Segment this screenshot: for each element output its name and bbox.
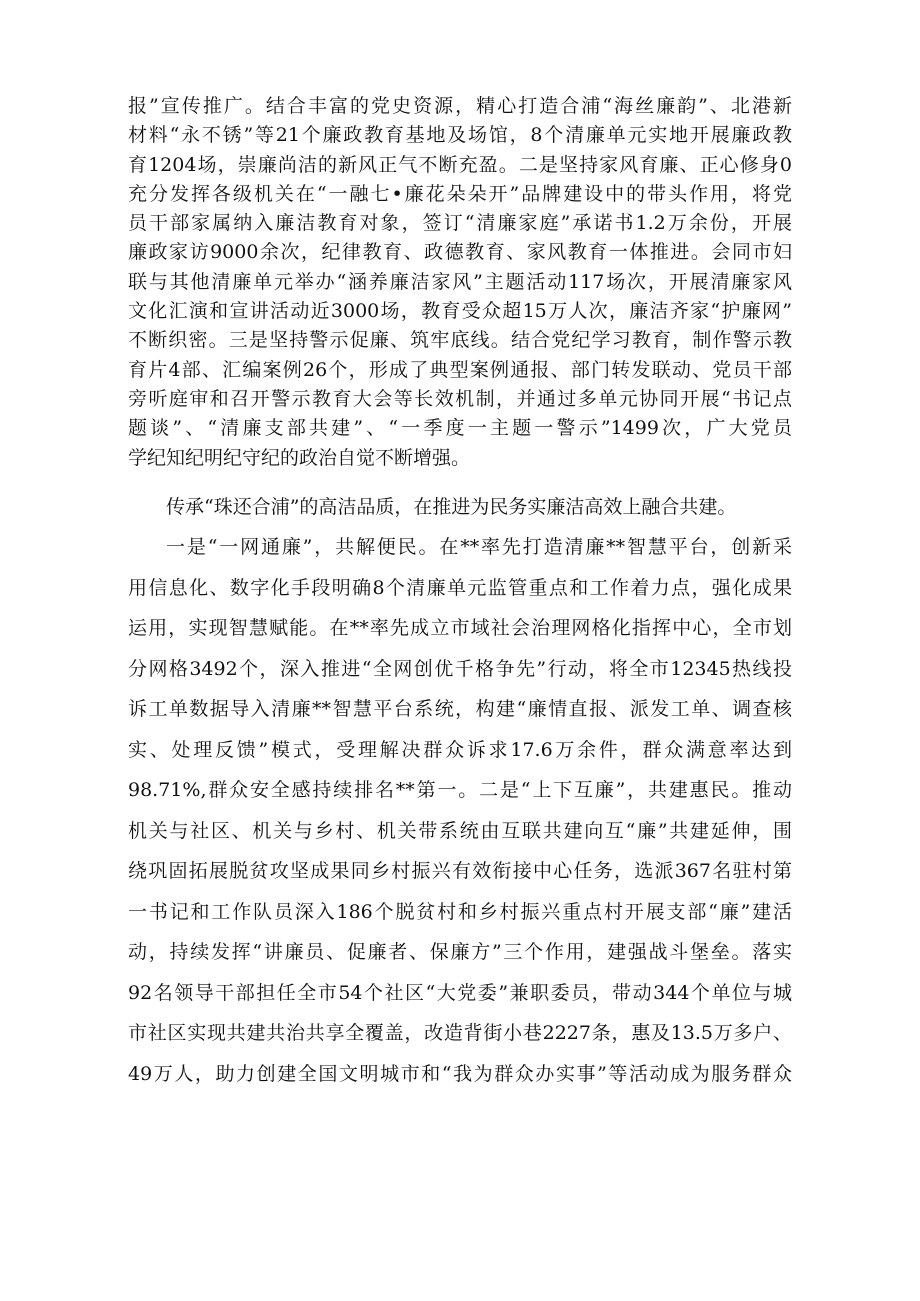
text-line: 充分发挥各级机关在“一融七•廉花朵朵开”品牌建设中的带头作用，将党: [128, 182, 792, 205]
text-line: 不断织密。三是坚持警示促廉、筑牢底线。结合党纪学习教育，制作警示教: [128, 329, 792, 352]
text-line: 报”宣传推广。结合丰富的党史资源，精心打造合浦“海丝廉韵”、北港新: [128, 95, 792, 117]
text-line: 98.71%,群众安全感持续排名**第一。二是“上下互廉”，共建惠民。推动: [128, 779, 792, 802]
text-line: 用信息化、数字化手段明确8个清廉单元监管重点和工作着力点，强化成果: [128, 576, 792, 599]
text-line: 员干部家属纳入廉洁教育对象，签订“清廉家庭”承诺书1.2万余份，开展: [128, 212, 792, 235]
text-line: 联与其他清廉单元举办“涵养廉洁家风”主题活动117场次，开展清廉家风: [128, 270, 792, 293]
text-line: 动，持续发挥“讲廉员、促廉者、保廉方”三个作用，建强战斗堡垒。落实: [128, 941, 792, 964]
text-line: 学纪知纪明纪守纪的政治自觉不断增强。: [128, 446, 471, 469]
paragraph-3: [128, 527, 792, 1094]
text-line: 诉工单数据导入清廉**智慧平台系统，构建“廉情直报、派发工单、调查核: [128, 698, 792, 721]
text-line: 一书记和工作队员深入186个脱贫村和乡村振兴重点村开展支部“廉”建活: [128, 900, 792, 923]
text-line-indented: 传承“珠还合浦”的高洁品质，在推进为民务实廉洁高效上融合共建。: [166, 495, 737, 518]
text-line: 实、处理反馈”模式，受理解决群众诉求17.6万余件，群众满意率达到: [128, 738, 792, 761]
text-line: 92名领导干部担任全市54个社区“大党委”兼职委员，带动344个单位与城: [128, 981, 792, 1004]
text-line: 题谈”、“清廉支部共建”、“一季度一主题一警示”1499次，广大党员: [128, 417, 792, 440]
document-body: [128, 92, 792, 1094]
paragraph-spacer: [128, 473, 792, 487]
text-line: 49万人，助力创建全国文明城市和“我为群众办实事”等活动成为服务群众: [128, 1062, 792, 1085]
text-line: 市社区实现共建共治共享全覆盖，改造背街小巷2227条，惠及13.5万多户、: [128, 1022, 792, 1045]
text-line: 育片4部、汇编案例26个，形成了典型案例通报、部门转发联动、党员干部: [128, 358, 792, 381]
text-line: 旁听庭审和召开警示教育大会等长效机制，并通过多单元协同开展“书记点: [128, 387, 792, 410]
text-line: 文化汇演和宣讲活动近3000场，教育受众超15万人次，廉洁齐家“护廉网”: [128, 300, 792, 323]
text-line: 机关与社区、机关与乡村、机关带系统由互联共建向互“廉”共建延伸，围: [128, 819, 792, 842]
text-line: 运用，实现智慧赋能。在**率先成立市域社会治理网格化指挥中心，全市划: [128, 617, 792, 640]
paragraph-1: [128, 92, 792, 473]
text-line: 绕巩固拓展脱贫攻坚成果同乡村振兴有效衔接中心任务，选派367名驻村第: [128, 860, 792, 883]
text-line-indented: 一是“一网通廉”，共解便民。在**率先打造清廉**智慧平台，创新采: [166, 536, 792, 559]
paragraph-2: [128, 487, 792, 528]
text-line: 材料“永不锈”等21个廉政教育基地及场馆，8个清廉单元实地开展廉政教: [128, 124, 792, 147]
text-line: 分网格3492个，深入推进“全网创优千格争先”行动，将全市12345热线投: [128, 657, 792, 680]
text-line: 廉政家访9000余次，纪律教育、政德教育、家风教育一体推进。会同市妇: [128, 241, 792, 264]
text-line: 育1204场，崇廉尚洁的新风正气不断充盈。二是坚持家风育廉、正心修身0: [128, 153, 792, 176]
